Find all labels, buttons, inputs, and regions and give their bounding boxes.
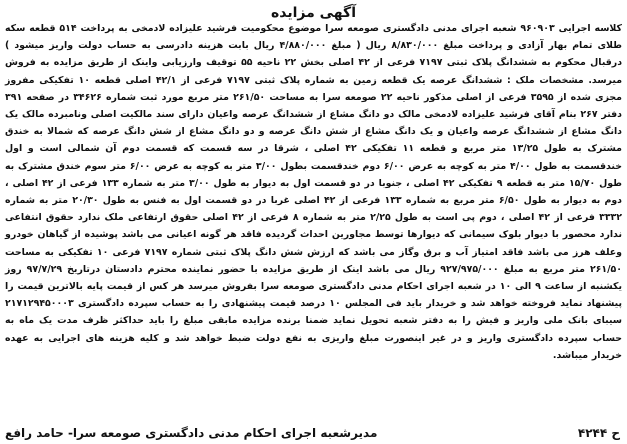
notice-header [5, 2, 622, 20]
notice-title: آگهی مزایده [267, 4, 360, 22]
notice-footer [5, 424, 622, 442]
notice-reference-number: ح ۴۲۴۴ [577, 426, 620, 440]
notice-body: کلاسه اجرایی ۹۶۰۹۰۳ شعبه اجرای مدنی دادگستری صومعه سرا موضوع محکومیت فرشید علیزاده لادمخی به پرداخت ۵۱۴ قطعه سکه طلای تمام بهار آزادی و پرداخت مبلغ ۸/۸۳۰/۰۰۰ ریال ( مبلغ ۴/۸۸۰/۰۰۰ ریال بابت هزینه دادرسی به حساب دولت واریز میشود ) درقبال محکوم به ششدانگ پلاک ثبتی ۷۱۹۷ فرعی از ۴۲ اصلی بخش ۲۲ ناحیه ۵۵ توقیف وارزیابی واینک از طریق مزایده به فروش میرسد. مشخصات ملک : ششدانگ عرصه یک قطعه زمین به شماره پلاک ثبتی ۷۱۹۷ فرعی از ۴۲/۱ اصلی قطعه ۱۰ تفکیکی مفروز مجزی شده از ۳۵۹۵ فرعی از اصلی مذکور ناحیه ۲۲ صومعه سرا به مساحت ۲۶۱/۵۰ متر مربع مورد ثبت شماره ۳۴۶۲۶ در صفحه ۳۹۱ دفتر ۲۶۷ بنام آقای فرشید علیزاده لادمخی مالک دو دانگ مشاع از ششدانگ عرصه واعیان دارای سند مالکیت اصلی ونامبرده مالک یک دانگ مشاع از ششدانگ عرصه واعیان و یک دانگ مشاع از شش دانگ عرصه و دو دانگ مشاع از شش دانگ عرصه که شمالا به خندق مشترک به طول ۱۳/۲۵ متر مربع و قطعه ۱۱ تفکیکی ۴۲ اصلی ، شرقا در سه قسمت که قسمت دوم آن شمالی است و اول خندقسمت به طول ۴/۰۰ متر به کوچه به عرض ۶/۰۰ دوم خندقسمت بطول ۳/۰۰ متر به کوچه به عرض ۶/۰۰ متر سوم خندق مشترک به طول ۱۵/۷۰ متر به قطعه ۹ تفکیکی ۴۲ اصلی ، جنوبا در دو قسمت اول به دیوار به طول ۳/۰۰ متر به شماره ۱۳۳ فرعی از ۴۲ اصلی ، دوم به دیوار به طول ۶/۵۰ متر مربع به شماره ۱۳۳ فرعی از ۴۲ اصلی غربا در دو قسمت اول به فنس به طول ۲۰/۳۰ متر به شماره ۳۳۳۲ فرعی از ۴۲ اصلی ، دوم پی است به طول ۲/۲۵ متر به شماره ۸ فرعی از ۴۲ اصلی حقوق ارتفاعی ملک ندارد حقوق انتفاعی ندارد محصور با دیوار بلوک سیمانی که دیوارها توسط مجاورین احداث گردیده فاقد هر گونه اعیانی می باشد پوشیده از گیاهان خودرو وعلف هرز می باشد فاقد امتیاز آب و برق وگاز می باشد که ارزش شش دانگ پلاک ثبتی شماره ۷۱۹۷ فرعی ۱۰ تفکیکی به مساحت ۲۶۱/۵۰ متر مربع به مبلغ ۹۲۷/۹۷۵/۰۰۰ ریال می باشد اینک از طریق مزایده با حضور نماینده محترم دادستان درتاریخ ۹۷/۷/۲۹ روز یکشنبه از ساعت ۹ الی ۱۰ در شعبه اجرای احکام مدنی دادگستری صومعه سرا بفروش میرسد هر کس از قیمت پایه بالاترین قیمت را پیشنهاد نماید فروخته خواهد شد و خریدار باید فی المجلس ۱۰ درصد قیمت پیشنهادی را به حساب سپرده دادگستری ۲۱۷۱۲۹۴۵۰۰۰۳ سیبای بانک ملی واریز و فیش را به دفتر شعبه تحویل نماید ضمنا برنده مزایده مابقی مبلغ را باید حداکثر ظرف مدت یک ماه به حساب سپرده دادگستری واریز و در غیر اینصورت مبلغ واریزی به نفع دولت ضبط خواهد شد و کلیه هزینه های اجرایی به عهده خریدار میباشد. [5, 23, 623, 361]
notice-signature: مدیرشعبه اجرای احکام مدنی دادگستری صومعه سرا- حامد رافع [5, 426, 378, 440]
